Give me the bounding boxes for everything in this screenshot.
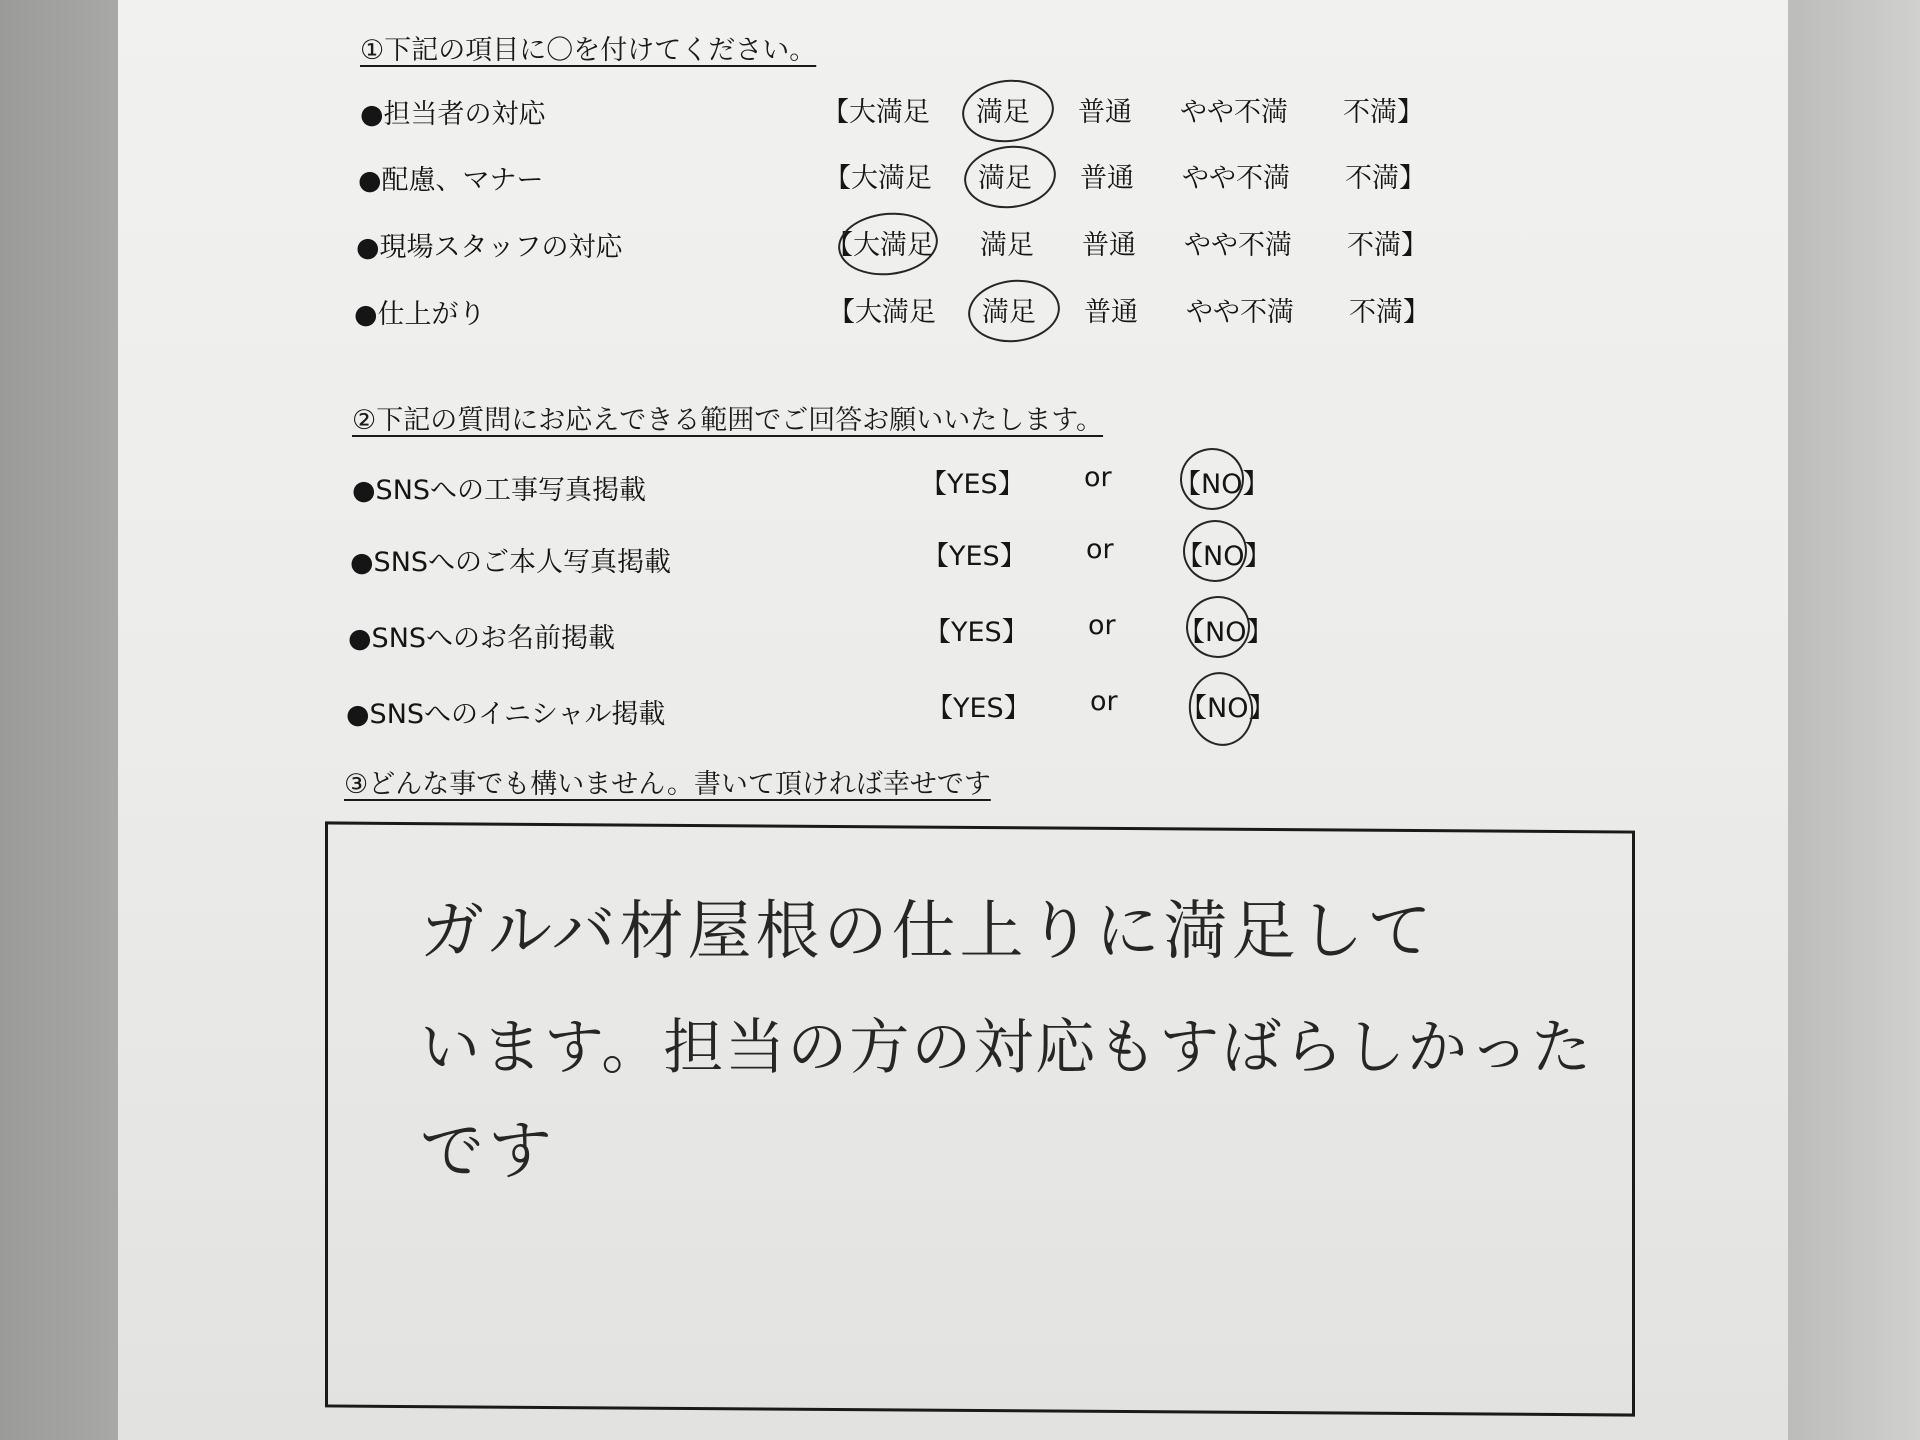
s1-option-1-1[interactable]: 【大満足 <box>822 97 930 128</box>
s1-option-3-3[interactable]: 普通 <box>1082 230 1136 261</box>
s2-or-3: or <box>1088 610 1116 641</box>
s1-item-label-4: ●仕上がり <box>354 299 486 330</box>
s2-yes-4[interactable]: 【YES】 <box>926 693 1031 724</box>
s2-no-1[interactable]: 【NO】 <box>1174 469 1270 500</box>
s2-item-label-2: ●SNSへのご本人写真掲載 <box>350 547 672 578</box>
s2-no-4[interactable]: 【NO】 <box>1180 693 1276 724</box>
s1-option-4-1[interactable]: 【大満足 <box>828 297 936 328</box>
s2-or-2: or <box>1086 534 1114 565</box>
s1-option-3-1[interactable]: 【大満足 <box>826 230 934 261</box>
s2-item-label-1: ●SNSへの工事写真掲載 <box>352 475 647 506</box>
s1-option-2-2[interactable]: 満足 <box>978 163 1032 194</box>
s1-item-label-2: ●配慮、マナー <box>358 165 544 196</box>
s2-item-label-4: ●SNSへのイニシャル掲載 <box>346 699 666 730</box>
s1-option-2-3[interactable]: 普通 <box>1080 163 1134 194</box>
s2-yes-2[interactable]: 【YES】 <box>922 541 1027 572</box>
s2-no-2[interactable]: 【NO】 <box>1176 541 1272 572</box>
s2-yes-1[interactable]: 【YES】 <box>920 469 1025 500</box>
comment-line-1: ガルバ材屋根の仕上りに満足して <box>420 895 1436 969</box>
s1-option-1-3[interactable]: 普通 <box>1078 97 1132 128</box>
s1-option-4-5[interactable]: 不満】 <box>1349 297 1430 328</box>
comment-line-3: です <box>420 1115 556 1189</box>
s2-yes-3[interactable]: 【YES】 <box>924 617 1029 648</box>
s2-item-label-3: ●SNSへのお名前掲載 <box>348 623 616 654</box>
s2-or-4: or <box>1090 686 1118 717</box>
section3-title: ③どんな事でも構いません。書いて頂ければ幸せです <box>344 769 991 800</box>
s2-or-1: or <box>1084 462 1112 493</box>
s1-option-2-4[interactable]: やや不満 <box>1182 163 1290 194</box>
comment-line-2: います。担当の方の対応もすばらしかった <box>420 1013 1594 1083</box>
s2-no-3[interactable]: 【NO】 <box>1178 617 1274 648</box>
section2-title: ②下記の質問にお応えできる範囲でご回答お願いいたします。 <box>352 405 1104 436</box>
s1-option-1-4[interactable]: やや不満 <box>1180 97 1288 128</box>
s1-option-4-4[interactable]: やや不満 <box>1186 297 1294 328</box>
s1-option-4-2[interactable]: 満足 <box>982 297 1036 328</box>
desk-surface-left <box>0 0 122 1440</box>
s1-option-1-5[interactable]: 不満】 <box>1343 97 1424 128</box>
s1-option-3-5[interactable]: 不満】 <box>1347 230 1428 261</box>
s1-option-2-5[interactable]: 不満】 <box>1345 163 1426 194</box>
s1-option-1-2[interactable]: 満足 <box>976 97 1030 128</box>
s1-item-label-1: ●担当者の対応 <box>360 99 546 130</box>
s1-option-3-2[interactable]: 満足 <box>980 230 1034 261</box>
s1-option-4-3[interactable]: 普通 <box>1084 297 1138 328</box>
s1-item-label-3: ●現場スタッフの対応 <box>356 232 623 263</box>
section1-title: ①下記の項目に〇を付けてください。 <box>360 35 817 66</box>
s1-option-2-1[interactable]: 【大満足 <box>824 163 932 194</box>
desk-surface-right <box>1770 0 1920 1440</box>
s1-option-3-4[interactable]: やや不満 <box>1184 230 1292 261</box>
